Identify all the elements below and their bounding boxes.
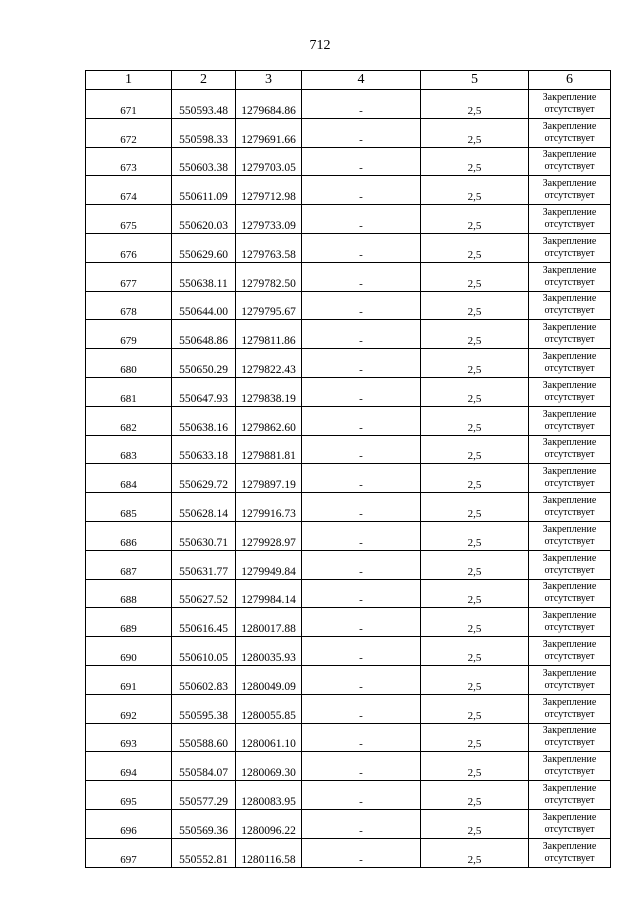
fixing-status-cell: [529, 291, 611, 320]
column-5-cell: 2,5: [421, 809, 529, 838]
fixing-status-line-1: Закрепление: [542, 552, 597, 564]
y-coordinate-cell: 1279881.81: [236, 435, 302, 464]
column-header: 6: [529, 71, 611, 90]
fixing-status-line-1: Закрепление: [542, 207, 597, 219]
column-4-cell: -: [302, 752, 421, 781]
table-row: [86, 464, 611, 493]
fixing-status-line-1: Закрепление: [542, 408, 597, 420]
fixing-status-line-2: отсутствует: [544, 334, 595, 346]
table-row: [86, 262, 611, 291]
column-4-cell: -: [302, 176, 421, 205]
table-row: [86, 349, 611, 378]
y-coordinate-cell: 1279712.98: [236, 176, 302, 205]
fixing-status-line-2: отсутствует: [544, 305, 595, 317]
y-coordinate-cell: 1279949.84: [236, 550, 302, 579]
y-coordinate-cell: 1279928.97: [236, 521, 302, 550]
fixing-status-line-1: Закрепление: [542, 840, 597, 852]
column-5-cell: 2,5: [421, 205, 529, 234]
fixing-status-line-1: Закрепление: [542, 91, 597, 103]
fixing-status-line-2: отсутствует: [544, 795, 595, 807]
column-5-cell: 2,5: [421, 665, 529, 694]
y-coordinate-cell: 1279691.66: [236, 118, 302, 147]
fixing-status-line-2: отсутствует: [544, 276, 595, 288]
table-row: [86, 752, 611, 781]
fixing-status-line-2: отсутствует: [544, 766, 595, 778]
point-number-cell: 683: [86, 435, 172, 464]
fixing-status-line-1: Закрепление: [542, 495, 597, 507]
fixing-status-line-2: отсутствует: [544, 852, 595, 864]
point-number-cell: 676: [86, 233, 172, 262]
table-row: [86, 550, 611, 579]
point-number-cell: 682: [86, 406, 172, 435]
y-coordinate-cell: 1280083.95: [236, 781, 302, 810]
y-coordinate-cell: 1280035.93: [236, 637, 302, 666]
y-coordinate-cell: 1279862.60: [236, 406, 302, 435]
point-number-cell: 688: [86, 579, 172, 608]
y-coordinate-cell: 1279703.05: [236, 147, 302, 176]
x-coordinate-cell: 550630.71: [172, 521, 236, 550]
fixing-status-line-1: Закрепление: [542, 351, 597, 363]
x-coordinate-cell: 550598.33: [172, 118, 236, 147]
page-number: 712: [309, 38, 331, 53]
fixing-status-line-2: отсутствует: [544, 478, 595, 490]
column-header: 3: [236, 71, 302, 90]
point-number-cell: 695: [86, 781, 172, 810]
column-4-cell: -: [302, 205, 421, 234]
fixing-status-cell: [529, 521, 611, 550]
column-4-cell: -: [302, 90, 421, 119]
x-coordinate-cell: 550638.16: [172, 406, 236, 435]
column-4-cell: -: [302, 694, 421, 723]
fixing-status-line-2: отсутствует: [544, 363, 595, 375]
table-row: [86, 377, 611, 406]
column-5-cell: 2,5: [421, 349, 529, 378]
table-row: [86, 233, 611, 262]
table-row: [86, 838, 611, 867]
x-coordinate-cell: 550593.48: [172, 90, 236, 119]
point-number-cell: 678: [86, 291, 172, 320]
fixing-status-cell: [529, 349, 611, 378]
x-coordinate-cell: 550602.83: [172, 665, 236, 694]
column-5-cell: 2,5: [421, 147, 529, 176]
x-coordinate-cell: 550595.38: [172, 694, 236, 723]
point-number-cell: 692: [86, 694, 172, 723]
fixing-status-cell: [529, 262, 611, 291]
table-row: [86, 406, 611, 435]
x-coordinate-cell: 550633.18: [172, 435, 236, 464]
point-number-cell: 680: [86, 349, 172, 378]
fixing-status-line-2: отсутствует: [544, 219, 595, 231]
column-5-cell: 2,5: [421, 608, 529, 637]
fixing-status-line-1: Закрепление: [542, 437, 597, 449]
fixing-status-line-2: отсутствует: [544, 103, 595, 115]
fixing-status-cell: [529, 90, 611, 119]
fixing-status-line-2: отсутствует: [544, 593, 595, 605]
fixing-status-cell: [529, 205, 611, 234]
fixing-status-cell: [529, 464, 611, 493]
table-row: [86, 608, 611, 637]
column-header: 1: [86, 71, 172, 90]
fixing-status-cell: [529, 608, 611, 637]
fixing-status-cell: [529, 838, 611, 867]
fixing-status-line-2: отсутствует: [544, 161, 595, 173]
fixing-status-line-1: Закрепление: [542, 783, 597, 795]
y-coordinate-cell: 1279822.43: [236, 349, 302, 378]
x-coordinate-cell: 550629.72: [172, 464, 236, 493]
point-number-cell: 691: [86, 665, 172, 694]
column-4-cell: -: [302, 781, 421, 810]
column-header: 5: [421, 71, 529, 90]
table-row: [86, 435, 611, 464]
y-coordinate-cell: 1280049.09: [236, 665, 302, 694]
coordinates-table: [85, 70, 611, 868]
point-number-cell: 697: [86, 838, 172, 867]
x-coordinate-cell: 550647.93: [172, 377, 236, 406]
table-row: [86, 665, 611, 694]
column-header: 2: [172, 71, 236, 90]
y-coordinate-cell: 1279763.58: [236, 233, 302, 262]
fixing-status-line-1: Закрепление: [542, 178, 597, 190]
fixing-status-line-1: Закрепление: [542, 466, 597, 478]
table-row: [86, 521, 611, 550]
point-number-cell: 694: [86, 752, 172, 781]
point-number-cell: 690: [86, 637, 172, 666]
column-5-cell: 2,5: [421, 493, 529, 522]
x-coordinate-cell: 550577.29: [172, 781, 236, 810]
point-number-cell: 685: [86, 493, 172, 522]
fixing-status-cell: [529, 320, 611, 349]
x-coordinate-cell: 550552.81: [172, 838, 236, 867]
table-row: [86, 723, 611, 752]
column-4-cell: -: [302, 637, 421, 666]
fixing-status-cell: [529, 406, 611, 435]
x-coordinate-cell: 550638.11: [172, 262, 236, 291]
fixing-status-line-1: Закрепление: [542, 639, 597, 651]
x-coordinate-cell: 550650.29: [172, 349, 236, 378]
table-row: [86, 637, 611, 666]
x-coordinate-cell: 550588.60: [172, 723, 236, 752]
y-coordinate-cell: 1279916.73: [236, 493, 302, 522]
fixing-status-line-2: отсутствует: [544, 449, 595, 461]
column-5-cell: 2,5: [421, 464, 529, 493]
table-row: [86, 781, 611, 810]
column-4-cell: -: [302, 521, 421, 550]
column-5-cell: 2,5: [421, 550, 529, 579]
column-4-cell: -: [302, 493, 421, 522]
fixing-status-cell: [529, 665, 611, 694]
point-number-cell: 671: [86, 90, 172, 119]
y-coordinate-cell: 1280017.88: [236, 608, 302, 637]
fixing-status-cell: [529, 723, 611, 752]
column-4-cell: -: [302, 147, 421, 176]
y-coordinate-cell: 1280055.85: [236, 694, 302, 723]
column-5-cell: 2,5: [421, 406, 529, 435]
fixing-status-cell: [529, 752, 611, 781]
column-4-cell: -: [302, 262, 421, 291]
x-coordinate-cell: 550648.86: [172, 320, 236, 349]
column-4-cell: -: [302, 464, 421, 493]
point-number-cell: 684: [86, 464, 172, 493]
fixing-status-line-2: отсутствует: [544, 391, 595, 403]
fixing-status-line-1: Закрепление: [542, 120, 597, 132]
table-row: [86, 291, 611, 320]
fixing-status-line-2: отсутствует: [544, 823, 595, 835]
column-5-cell: 2,5: [421, 291, 529, 320]
fixing-status-line-2: отсутствует: [544, 679, 595, 691]
column-5-cell: 2,5: [421, 262, 529, 291]
fixing-status-line-1: Закрепление: [542, 149, 597, 161]
fixing-status-line-1: Закрепление: [542, 610, 597, 622]
fixing-status-line-1: Закрепление: [542, 696, 597, 708]
column-5-cell: 2,5: [421, 320, 529, 349]
table-row: [86, 320, 611, 349]
column-4-cell: -: [302, 665, 421, 694]
fixing-status-cell: [529, 435, 611, 464]
point-number-cell: 687: [86, 550, 172, 579]
table-row: [86, 176, 611, 205]
column-5-cell: 2,5: [421, 723, 529, 752]
x-coordinate-cell: 550569.36: [172, 809, 236, 838]
column-5-cell: 2,5: [421, 694, 529, 723]
fixing-status-cell: [529, 637, 611, 666]
x-coordinate-cell: 550584.07: [172, 752, 236, 781]
column-4-cell: -: [302, 723, 421, 752]
column-5-cell: 2,5: [421, 377, 529, 406]
fixing-status-line-2: отсутствует: [544, 708, 595, 720]
table-row: [86, 118, 611, 147]
fixing-status-cell: [529, 694, 611, 723]
x-coordinate-cell: 550611.09: [172, 176, 236, 205]
column-5-cell: 2,5: [421, 176, 529, 205]
fixing-status-cell: [529, 781, 611, 810]
fixing-status-line-1: Закрепление: [542, 235, 597, 247]
column-5-cell: 2,5: [421, 233, 529, 262]
x-coordinate-cell: 550610.05: [172, 637, 236, 666]
column-4-cell: -: [302, 291, 421, 320]
fixing-status-line-2: отсутствует: [544, 564, 595, 576]
point-number-cell: 686: [86, 521, 172, 550]
y-coordinate-cell: 1279811.86: [236, 320, 302, 349]
fixing-status-line-1: Закрепление: [542, 322, 597, 334]
table-row: [86, 493, 611, 522]
fixing-status-line-2: отсутствует: [544, 622, 595, 634]
table-row: [86, 809, 611, 838]
column-5-cell: 2,5: [421, 637, 529, 666]
x-coordinate-cell: 550620.03: [172, 205, 236, 234]
table-body: [86, 90, 611, 868]
table-row: [86, 579, 611, 608]
fixing-status-cell: [529, 550, 611, 579]
fixing-status-line-1: Закрепление: [542, 754, 597, 766]
fixing-status-line-2: отсутствует: [544, 420, 595, 432]
column-5-cell: 2,5: [421, 579, 529, 608]
table-row: [86, 90, 611, 119]
x-coordinate-cell: 550603.38: [172, 147, 236, 176]
column-4-cell: -: [302, 809, 421, 838]
fixing-status-line-2: отсутствует: [544, 190, 595, 202]
point-number-cell: 681: [86, 377, 172, 406]
table-header-row: [86, 71, 611, 90]
fixing-status-cell: [529, 377, 611, 406]
x-coordinate-cell: 550629.60: [172, 233, 236, 262]
y-coordinate-cell: 1279795.67: [236, 291, 302, 320]
x-coordinate-cell: 550616.45: [172, 608, 236, 637]
column-5-cell: 2,5: [421, 838, 529, 867]
column-4-cell: -: [302, 349, 421, 378]
fixing-status-line-1: Закрепление: [542, 293, 597, 305]
y-coordinate-cell: 1279782.50: [236, 262, 302, 291]
fixing-status-line-2: отсутствует: [544, 651, 595, 663]
fixing-status-line-1: Закрепление: [542, 581, 597, 593]
point-number-cell: 679: [86, 320, 172, 349]
point-number-cell: 693: [86, 723, 172, 752]
fixing-status-cell: [529, 579, 611, 608]
fixing-status-line-2: отсутствует: [544, 535, 595, 547]
column-5-cell: 2,5: [421, 781, 529, 810]
point-number-cell: 677: [86, 262, 172, 291]
fixing-status-cell: [529, 147, 611, 176]
column-4-cell: -: [302, 550, 421, 579]
column-4-cell: -: [302, 579, 421, 608]
column-5-cell: 2,5: [421, 435, 529, 464]
y-coordinate-cell: 1280069.30: [236, 752, 302, 781]
y-coordinate-cell: 1279733.09: [236, 205, 302, 234]
fixing-status-cell: [529, 233, 611, 262]
y-coordinate-cell: 1279684.86: [236, 90, 302, 119]
column-header: 4: [302, 71, 421, 90]
fixing-status-line-1: Закрепление: [542, 379, 597, 391]
fixing-status-line-1: Закрепление: [542, 725, 597, 737]
fixing-status-line-2: отсутствует: [544, 132, 595, 144]
column-4-cell: -: [302, 608, 421, 637]
column-4-cell: -: [302, 320, 421, 349]
point-number-cell: 689: [86, 608, 172, 637]
point-number-cell: 674: [86, 176, 172, 205]
column-5-cell: 2,5: [421, 118, 529, 147]
fixing-status-line-1: Закрепление: [542, 523, 597, 535]
y-coordinate-cell: 1279984.14: [236, 579, 302, 608]
fixing-status-cell: [529, 809, 611, 838]
point-number-cell: 675: [86, 205, 172, 234]
point-number-cell: 672: [86, 118, 172, 147]
table-row: [86, 147, 611, 176]
y-coordinate-cell: 1280061.10: [236, 723, 302, 752]
column-5-cell: 2,5: [421, 752, 529, 781]
x-coordinate-cell: 550644.00: [172, 291, 236, 320]
fixing-status-line-1: Закрепление: [542, 667, 597, 679]
fixing-status-line-2: отсутствует: [544, 737, 595, 749]
column-5-cell: 2,5: [421, 90, 529, 119]
table-row: [86, 205, 611, 234]
y-coordinate-cell: 1280116.58: [236, 838, 302, 867]
fixing-status-line-2: отсутствует: [544, 247, 595, 259]
y-coordinate-cell: 1279838.19: [236, 377, 302, 406]
x-coordinate-cell: 550627.52: [172, 579, 236, 608]
column-5-cell: 2,5: [421, 521, 529, 550]
fixing-status-cell: [529, 118, 611, 147]
fixing-status-line-2: отсутствует: [544, 507, 595, 519]
x-coordinate-cell: 550631.77: [172, 550, 236, 579]
column-4-cell: -: [302, 838, 421, 867]
y-coordinate-cell: 1280096.22: [236, 809, 302, 838]
column-4-cell: -: [302, 233, 421, 262]
fixing-status-cell: [529, 176, 611, 205]
y-coordinate-cell: 1279897.19: [236, 464, 302, 493]
column-4-cell: -: [302, 118, 421, 147]
fixing-status-line-1: Закрепление: [542, 264, 597, 276]
column-4-cell: -: [302, 435, 421, 464]
x-coordinate-cell: 550628.14: [172, 493, 236, 522]
table-row: [86, 694, 611, 723]
fixing-status-line-1: Закрепление: [542, 811, 597, 823]
column-4-cell: -: [302, 406, 421, 435]
fixing-status-cell: [529, 493, 611, 522]
point-number-cell: 696: [86, 809, 172, 838]
column-4-cell: -: [302, 377, 421, 406]
point-number-cell: 673: [86, 147, 172, 176]
